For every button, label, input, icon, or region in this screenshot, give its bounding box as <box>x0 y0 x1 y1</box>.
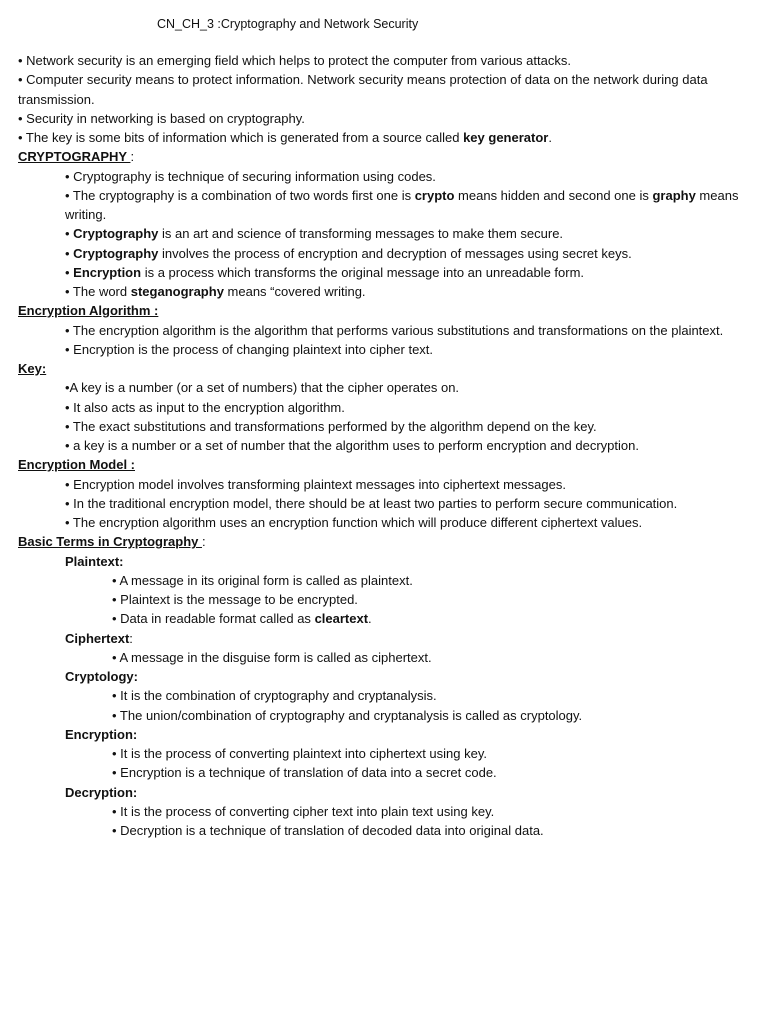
cryptography-bullet: • The word steganography means “covered writing. <box>65 284 366 299</box>
encryption-model-bullet: • The encryption algorithm uses an encryption function which will produce different ciphertext values. <box>65 515 643 530</box>
term-bullet: • A message in its original form is called as plaintext. <box>112 572 413 588</box>
encryption-algorithm-bullet: • The encryption algorithm is the algorithm that performs various substitutions and transformations on the plaintext. <box>65 322 724 338</box>
term-bullet: • It is the process of converting cipher text into plain text using key. <box>112 803 495 819</box>
term-bullet: • A message in the disguise form is called as ciphertext. <box>112 649 432 665</box>
key-bullet: •A key is a number (or a set of numbers) that the cipher operates on. <box>65 380 460 396</box>
page-header: CN_CH_3 :Cryptography and Network Security <box>157 17 419 31</box>
key-bullet: • The exact substitutions and transformations performed by the algorithm depend on the key. <box>65 418 597 434</box>
section-heading-basic-terms: Basic Terms in Cryptography : <box>18 534 206 550</box>
encryption-algorithm-bullet: • Encryption is the process of changing plaintext into cipher text. <box>65 341 434 357</box>
cryptography-bullet: • Cryptography involves the process of encryption and decryption of messages using secret keys. <box>65 245 632 261</box>
encryption-model-bullet: • In the traditional encryption model, there should be at least two parties to perform secure communication. <box>65 495 678 511</box>
intro-bullet: • The key is some bits of information which is generated from a source called key generator. <box>18 130 552 145</box>
cryptography-bullet: • Cryptography is technique of securing information using codes. <box>65 168 436 184</box>
term-bullet: • It is the process of converting plaintext into ciphertext using key. <box>112 746 488 761</box>
key-bullet: • a key is a number or a set of number that the algorithm uses to perform encryption and decryption. <box>65 438 639 453</box>
term-decryption: Decryption: <box>65 784 138 800</box>
term-ciphertext: Ciphertext: <box>65 630 133 646</box>
key-bullet: • It also acts as input to the encryption algorithm. <box>65 399 345 415</box>
section-heading-encryption-model: Encryption Model : <box>18 457 135 473</box>
cryptography-bullet: • The cryptography is a combination of two words first one is crypto means hidden and second one is graphy means writing. <box>65 187 739 222</box>
intro-bullet: • Network security is an emerging field which helps to protect the computer from various attacks. <box>18 53 571 68</box>
term-cryptology: Cryptology: <box>65 669 138 684</box>
document-body <box>18 51 746 840</box>
section-heading-key: Key: <box>18 361 47 376</box>
intro-bullet: • Computer security means to protect information. Network security means protection of data on the network during data transmission. <box>18 72 708 107</box>
term-bullet: • It is the combination of cryptography and cryptanalysis. <box>112 688 437 704</box>
cryptography-bullet: • Cryptography is an art and science of transforming messages to make them secure. <box>65 226 564 242</box>
term-bullet: • The union/combination of cryptography and cryptanalysis is called as cryptology. <box>112 707 583 723</box>
term-bullet: • Plaintext is the message to be encrypted. <box>112 592 358 607</box>
section-heading-encryption-algorithm: Encryption Algorithm : <box>18 303 159 319</box>
section-heading-cryptography: CRYPTOGRAPHY : <box>18 149 135 165</box>
encryption-model-bullet: • Encryption model involves transforming plaintext messages into ciphertext messages. <box>65 476 566 492</box>
cryptography-bullet: • Encryption is a process which transforms the original message into an unreadable form. <box>65 264 585 280</box>
term-bullet: • Encryption is a technique of translation of data into a secret code. <box>112 765 497 781</box>
intro-bullet: • Security in networking is based on cryptography. <box>18 110 305 126</box>
term-bullet: • Data in readable format called as cleartext. <box>112 611 372 627</box>
term-bullet: • Decryption is a technique of translation of decoded data into original data. <box>112 823 544 838</box>
term-encryption: Encryption: <box>65 726 138 742</box>
term-plaintext: Plaintext: <box>65 553 124 569</box>
